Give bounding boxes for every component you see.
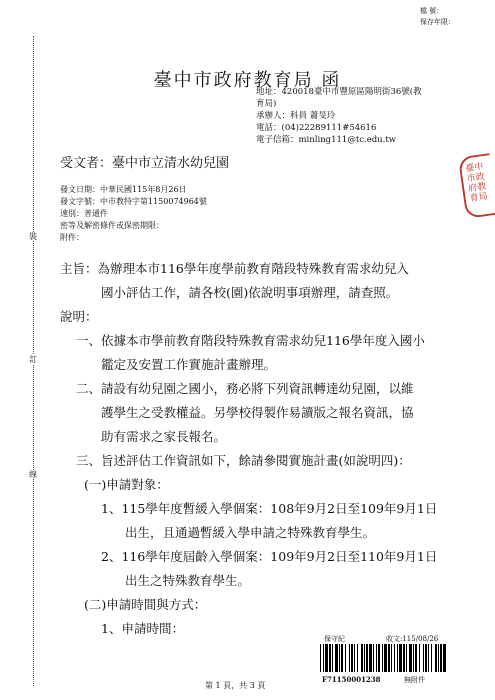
item-1-line-2: 鑑定及安置工作實施計畫辦理。 [101,357,277,372]
item-2-line-2: 護學生之受教權益。另學校得製作易讀版之報名資訊，協 [101,405,414,420]
handler: 承辦人：科員 蕭旻玲 [256,111,336,121]
file-number-label: 檔 號： [420,7,444,15]
explanation-label: 說明： [60,309,98,324]
document-number: 發文字號：中市教特字第1150074964號 [60,197,207,206]
sub-item-1-label: (一)申請對象： [84,477,169,492]
page-indicator: 第 1 頁，共 3 頁 [205,681,266,690]
item-2-line-3: 助有需求之家長報名。 [101,429,227,444]
received-date: 收文:115/08/26 [386,635,439,643]
speed-class: 速別：普通件 [60,209,108,218]
sub-2-line-2: 出生之特殊教育學生。 [125,573,251,588]
item-2-line-1: 二、請設有幼兒園之國小，務必將下列資訊轉達幼兒園，以維 [76,381,414,396]
phone: 電話：(04)22289111#54616 [256,123,377,133]
subject-line-2: 國小評估工作，請各校(園)依說明事項辦理，請查照。 [101,285,399,300]
subject-line-1: 主旨：為辦理本市116學年度學前教育階段特殊教育需求幼兒入 [60,261,409,276]
sub-1-line-1: 1、115學年度暫緩入學個案：108年9月2日至109年9月1日 [101,501,438,516]
binding-mark-xian: 線 [29,470,37,479]
sub-1-line-2: 出生，且通過暫緩入學申請之特殊教育學生。 [125,525,376,540]
no-attachment-label: 無附件 [404,676,425,684]
agency-title: 臺中市政府教育局 函 [153,70,342,91]
issue-date: 發文日期：中華民國115年8月26日 [60,185,187,194]
binding-mark-zhuang: 裝 [29,232,37,241]
archive-label: 保守紀 [324,635,345,643]
barcode [318,644,448,672]
barcode-block [318,632,448,688]
item-3-line-1: 三、旨述評估工作資訊如下，餘請參閱實施計畫(如說明四)： [76,453,411,468]
sub-2-line-1: 2、116學年度屆齡入學個案：109年9月2日至110年9月1日 [101,549,438,564]
email: 電子信箱：minling111@tc.edu.tw [256,135,397,145]
address-line-1: 地址：420018臺中市豐原區陽明街36號(教 [256,87,422,97]
address-line-2: 育局) [256,99,277,109]
barcode-number: F71150001238 [322,675,381,684]
attachment: 附件： [60,233,84,242]
security-level: 密等及解密條件或保密期限： [60,221,164,230]
retention-label: 保存年限： [420,18,455,26]
binding-mark-ding: 訂 [29,355,37,364]
sub-3-line-1: 1、申請時間： [101,621,184,636]
item-1-line-1: 一、依據本市學前教育階段特殊教育需求幼兒116學年度入國小 [76,333,425,348]
seal-stamp: 臺中市政府教育局 [458,153,495,219]
sub-item-2-label: (二)申請時間與方式： [84,597,207,612]
recipient: 受文者：臺中市立清水幼兒園 [60,156,230,171]
